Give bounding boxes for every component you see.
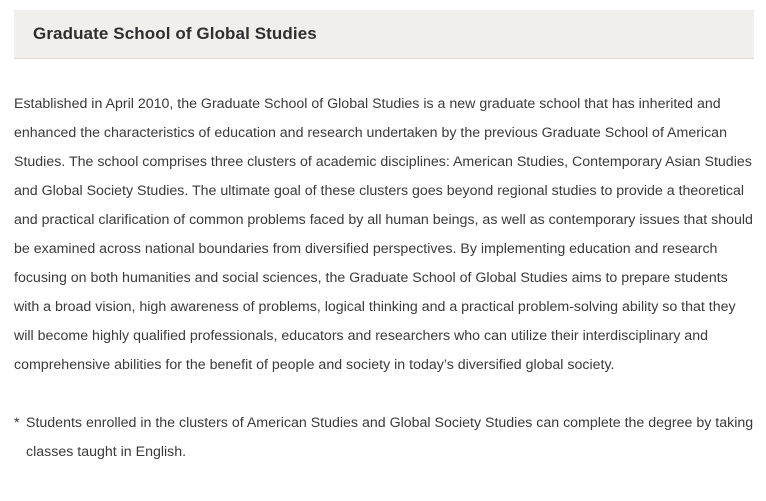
page-title: Graduate School of Global Studies: [33, 24, 317, 43]
content-area: [14, 10, 754, 467]
section-header: [14, 10, 754, 59]
footnote: [14, 409, 754, 467]
description-paragraph: Established in April 2010, the Graduate School of Global Studies is a new graduate school that has inherited and enhanced the characteristics of education and research undertaken by the previous Graduate School of American Studies. The school comprises three clusters of academic disciplines: American Studies, Contemporary Asian Studies and Global Society Studies. The ultimate goal of these clusters goes beyond regional studies to provide a theoretical and practical clarification of common problems faced by all human beings, as well as contemporary issues that should be examined across national boundaries from diversified perspectives. By implementing education and research focusing on both humanities and social sciences, the Graduate School of Global Studies aims to prepare students with a broad vision, high awareness of problems, logical thinking and a practical problem-solving ability so that they will become highly qualified professionals, educators and researchers who can utilize their interdisciplinary and comprehensive abilities for the benefit of people and society in today’s diversified global society.: [14, 96, 753, 373]
footnote-text: Students enrolled in the clusters of American Studies and Global Society Studies can complete the degree by taking classes taught in English.: [26, 415, 754, 460]
footnote-asterisk: *: [14, 415, 20, 431]
